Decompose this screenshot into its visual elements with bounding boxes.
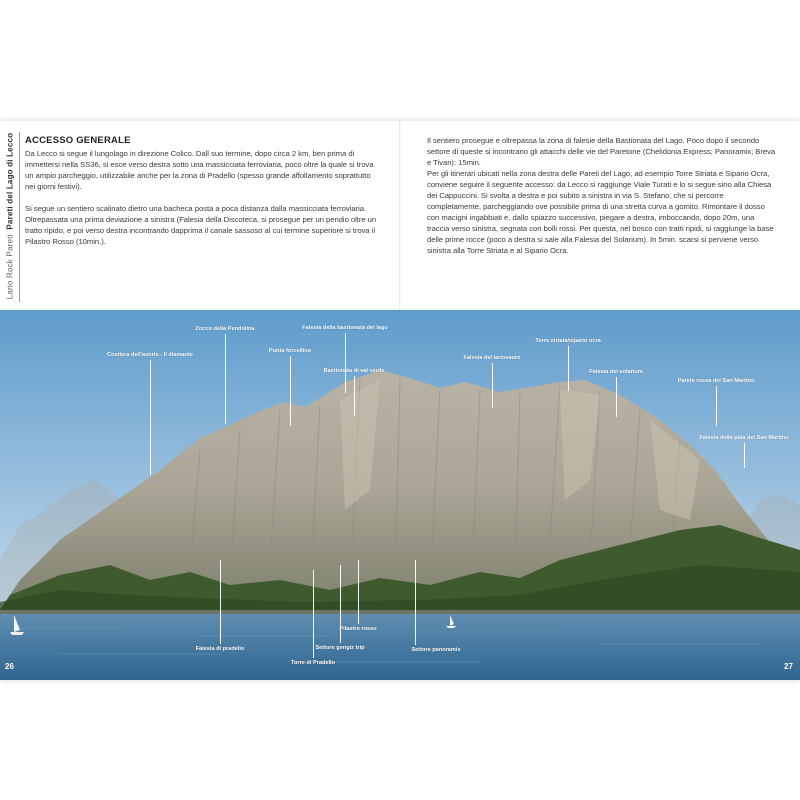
label-settore-gengiz-trip: Settore gengiz trip xyxy=(315,645,365,651)
label-parete-rossa-san-martino: Parete rossa del San Martino xyxy=(677,378,755,384)
series-title: Lario Rock Pareti xyxy=(5,234,15,300)
leader-line xyxy=(716,386,717,426)
label-pilastro-rosso: Pilastro rosso xyxy=(339,626,377,632)
leader-line xyxy=(415,560,416,645)
label-falesia-bastionata-lago: Falesia della bastionata del lago xyxy=(302,325,388,331)
label-falesia-lariosauro: Falesia del lariosauro xyxy=(463,355,521,361)
leader-line xyxy=(313,570,314,658)
leader-line xyxy=(290,356,291,426)
label-falesia-pala-san-martino: Falesia della pala del San Martino xyxy=(699,435,789,441)
label-torre-striata: Torre striata/sipario ocra xyxy=(535,338,601,344)
leader-line xyxy=(744,443,745,468)
left-page-number: 26 xyxy=(5,662,14,671)
right-paragraph-1: Il sentiero prosegue e oltrepassa la zona di falesie della Bastionata del Lago. Poco dopo il secondo settore di queste si incontrano gli attacchi delle vie del Paretone (Chelidonia Express; Panoramix; Breva e Tivan): 15min. xyxy=(427,136,776,167)
label-falesia-solarium: Falesia del solarium xyxy=(589,369,643,375)
label-bastionata-val-verde: Bastionata di val verde xyxy=(323,368,385,374)
leader-line xyxy=(345,333,346,393)
side-divider xyxy=(19,132,20,302)
leader-line xyxy=(358,560,359,624)
panorama-illustration xyxy=(0,310,800,680)
leader-line xyxy=(568,346,569,391)
leader-line xyxy=(220,560,221,644)
leader-line xyxy=(354,376,355,416)
right-paragraph-2: Per gli itinerari ubicati nella zona destra delle Pareti del Lago, ad esempio Torre Striata e Sipario Ocra, conviene seguire il seguente accesso: da Lecco si raggiunge Viale Turati e lo si segue sino alla Chiesa dei Cappuccini. Si svolta a destra e poi subito a sinistra in via S. Stefano, che si percorre completamente, parcheggiando ove possibile prima di una stretta curva a gomito. Rimontare il dosso con macigni ingabbiati e, dallo spiazzo successivo, piegare a destra, imboccando, dopo 20m, una traccia verso sinistra, segnata con bolli rossi. Per questa, nel bosco con tratti ripidi, si raggiunge la base delle prime rocce (poco a destra si sale alla Falesia del Solarium). In 5min. scarsi si perviene verso sinistra alla Torre Striata e al Sipario Ocra. xyxy=(427,169,774,255)
left-page-text xyxy=(25,135,380,247)
mountain-panorama-photo xyxy=(0,310,800,680)
leader-line xyxy=(150,360,151,475)
label-falesia-pradello: Falesia di pradello xyxy=(195,646,245,652)
leader-line xyxy=(492,363,493,408)
side-running-title xyxy=(3,126,17,306)
label-punta-forcellino: Punta forcellino xyxy=(268,348,312,354)
leader-line xyxy=(616,377,617,417)
label-torre-pradello: Torre di Pradello xyxy=(290,660,336,666)
right-page-number: 27 xyxy=(784,662,793,671)
right-page-text xyxy=(427,135,777,256)
label-zocco-pendolina: Zocco della Pendolina xyxy=(195,326,255,332)
section-heading: ACCESSO GENERALE xyxy=(25,135,131,146)
chapter-title: Pareti del Lago di Lecco xyxy=(5,132,15,230)
label-settore-panoramix: Settore panoramix xyxy=(411,647,461,653)
label-costiera-avorio: Costiera dell'avorio - Il diamante xyxy=(107,352,193,358)
left-paragraph-2: Si segue un sentiero scalinato dietro una bacheca posta a poca distanza dalla massicciata ferroviaria. Oltrepassata una prima deviazione a sinistra (Falesia della Discoteca, si prosegue per un pendio oltre un tratto ripido, e poi verso destra incontrando dapprima il canale sassoso al cui termine superiore si trova il Pilastro Rosso (10min.). xyxy=(25,204,377,246)
left-paragraph-1: Da Lecco si segue il lungolago in direzione Colico. Dall suo termine, dopo circa 2 km, ben prima di immettersi nella SS36, si esce verso destra sotto una massicciata ferroviaria, poco oltre la quale si trova un ampio parcheggio, utilizzabile anche per la zona di Pradello (spesso grande affollamento soprattutto nei giorni festivi). xyxy=(25,149,374,191)
leader-line xyxy=(225,334,226,424)
